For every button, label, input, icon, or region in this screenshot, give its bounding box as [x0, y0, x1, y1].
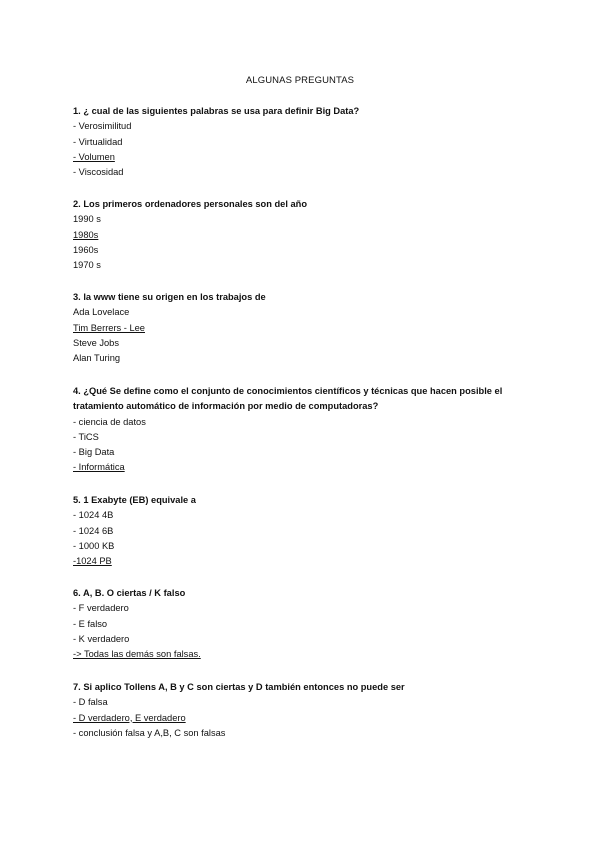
answer-option-correct: - Volumen: [73, 151, 115, 162]
answer-option: - E falso: [73, 618, 108, 629]
answer-option-correct: -1024 PB: [73, 556, 112, 567]
answer-option: 1990 s: [73, 214, 101, 225]
answer-option: - D falsa: [73, 697, 108, 708]
answer-option: Ada Lovelace: [73, 307, 130, 318]
answer-option: 1970 s: [73, 260, 101, 271]
question-5: [73, 493, 543, 569]
answer-option: - F verdadero: [73, 603, 129, 614]
question-text: 5. 1 Exabyte (EB) equivale a: [73, 495, 196, 505]
answer-option: - 1024 6B: [73, 525, 114, 536]
question-2: [73, 197, 543, 273]
answer-option-correct: - D verdadero, E verdadero: [73, 712, 186, 723]
question-text: 2. Los primeros ordenadores personales son del año: [73, 199, 308, 209]
answer-option: - conclusión falsa y A,B, C son falsas: [73, 727, 226, 738]
question-text: 3. la www tiene su origen en los trabajos de: [73, 292, 266, 302]
answer-option: - Viscosidad: [73, 167, 124, 178]
question-1: [73, 104, 543, 180]
answer-option: - ciencia de datos: [73, 416, 146, 427]
answer-option: - K verdadero: [73, 633, 130, 644]
answer-option: - 1000 KB: [73, 540, 115, 551]
answer-option: - TiCS: [73, 431, 99, 442]
question-text: 4. ¿Qué Se define como el conjunto de conocimientos científicos y técnicas que hacen posible el tratamiento automático de información por medio de computadoras?: [73, 386, 503, 412]
question-7: [73, 680, 543, 741]
question-3: [73, 290, 543, 366]
question-4: [73, 384, 543, 476]
answer-option: Alan Turing: [73, 353, 121, 364]
question-text: 1. ¿ cual de las siguientes palabras se usa para definir Big Data?: [73, 106, 360, 116]
answer-option-correct: -> Todas las demás son falsas.: [73, 649, 201, 660]
question-text: 6. A, B. O ciertas / K falso: [73, 588, 186, 598]
answer-option-correct: 1980s: [73, 229, 99, 240]
answer-option: 1960s: [73, 244, 99, 255]
answer-option: - Virtualidad: [73, 136, 123, 147]
question-text: 7. Si aplico Tollens A, B y C son ciertas y D también entonces no puede ser: [73, 682, 405, 692]
question-6: [73, 586, 543, 662]
answer-option: - Big Data: [73, 447, 115, 458]
answer-option: Steve Jobs: [73, 337, 119, 348]
answer-option: - 1024 4B: [73, 510, 114, 521]
document-title: ALGUNAS PREGUNTAS: [245, 75, 355, 86]
answer-option-correct: Tim Berrers - Lee: [73, 322, 145, 333]
answer-option: - Verosimilitud: [73, 121, 132, 132]
answer-option-correct: - Informática: [73, 462, 125, 473]
